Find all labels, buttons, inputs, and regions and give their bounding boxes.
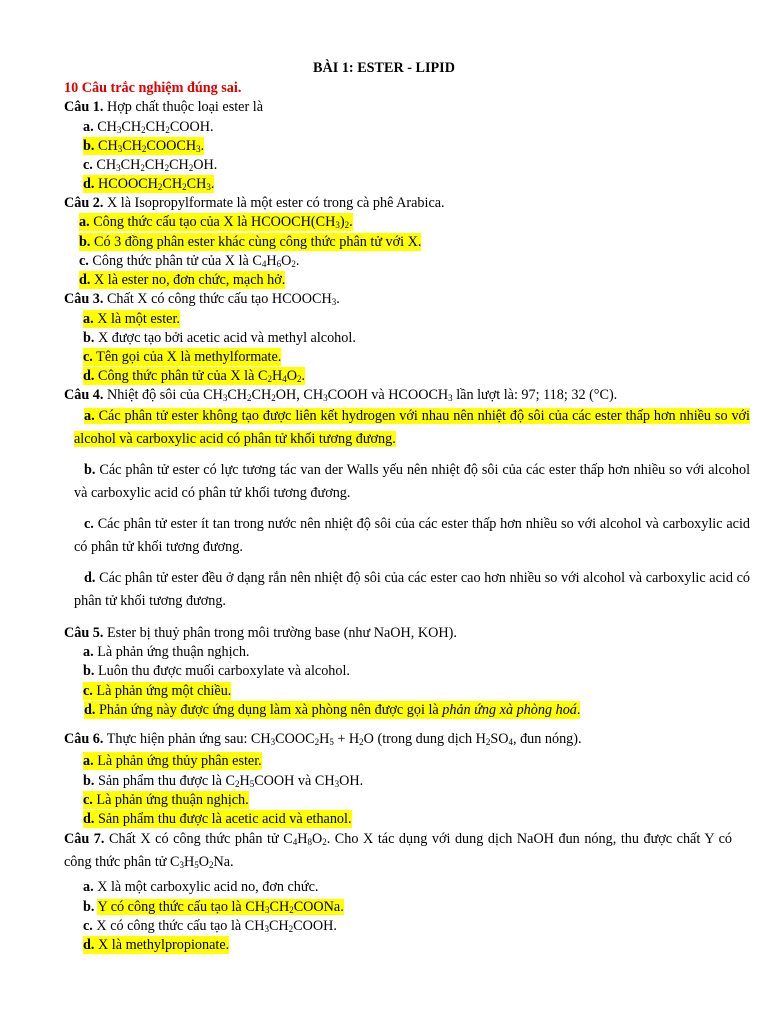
q7-option-d: d. X là methylpropionate.	[83, 937, 230, 953]
q3-option-d: d. Công thức phân tử của X là $C_2H_4O_2$.	[83, 368, 305, 384]
q3-option-a: a. X là một ester.	[83, 311, 180, 327]
question-7-stem: Chất X có công thức phân tử $C_4H_8O_2$. Cho X tác dụng với dung dịch NaOH đun nóng, thu được chất Y có công thức phân tử $C_3H_5O_2Na$.	[64, 831, 733, 870]
question-7	[64, 828, 732, 874]
q1-option-d: d. $HCOOCH_2CH_2CH_3$.	[83, 176, 215, 192]
question-1	[64, 98, 263, 116]
q1-option-c: c. $CH_3CH_2CH_2CH_2OH$.	[83, 157, 218, 173]
q4-option-b: b. Các phân tử ester có lực tương tác van der Walls yếu nên nhiệt độ sôi của các ester thấp hơn nhiều so với alcohol và carboxylic acid có phân tử khối tương đương.	[74, 462, 751, 501]
question-5-stem: Ester bị thuỷ phân trong môi trường base (như NaOH, KOH).	[106, 625, 457, 641]
question-6	[64, 730, 582, 748]
question-2-label: Câu 2.	[64, 195, 104, 211]
question-7-label: Câu 7.	[64, 831, 105, 847]
q2-option-d: d. X là ester no, đơn chức, mạch hở.	[79, 272, 286, 288]
q5-option-d: d. Phản ứng này được ứng dụng làm xà phòng nên được gọi là phản ứng xà phòng hoá.	[84, 702, 581, 718]
q6-option-c: c. Là phản ứng thuận nghịch.	[83, 792, 249, 808]
q4-option-a: a. Các phân tử ester không tạo được liên kết hydrogen với nhau nên nhiệt độ sôi của các ester thấp hơn nhiều so với alcohol và carboxylic acid có phân tử khối tương đương.	[74, 408, 750, 447]
q6-option-d: d. Sản phẩm thu được là acetic acid và ethanol.	[83, 811, 352, 827]
question-5-label: Câu 5.	[64, 625, 104, 641]
q7-option-a: a. X là một carboxylic acid no, đơn chức.	[83, 879, 319, 895]
question-4	[64, 386, 617, 404]
question-2-stem: X là Isopropylformate là một ester có trong cà phê Arabica.	[106, 195, 445, 211]
q3-option-c: c. Tên gọi của X là methylformate.	[83, 349, 282, 365]
q2-option-c: c. Công thức phân tử của X là $C_4H_6O_2$.	[79, 253, 300, 269]
q1-option-a: a. $CH_3CH_2CH_2COOH$.	[83, 119, 214, 135]
question-5	[64, 624, 457, 642]
page-title: BÀI 1: ESTER - LIPID	[313, 60, 455, 76]
q5-option-b: b. Luôn thu được muối carboxylate và alcohol.	[83, 663, 350, 679]
question-4-label: Câu 4.	[64, 387, 104, 403]
question-6-label: Câu 6.	[64, 731, 104, 747]
q2-option-b: b. Có 3 đồng phân ester khác cùng công thức phân tử với X.	[79, 234, 422, 250]
q6-option-a: a. Là phản ứng thủy phân ester.	[83, 753, 262, 769]
q1-option-b: b. $CH_3CH_2COOCH_3$.	[83, 138, 205, 154]
q2-option-a: a. Công thức cấu tạo của X là $HCOOCH(CH_3)_2$.	[79, 214, 353, 230]
q4-option-d: d. Các phân tử ester đều ở dạng rắn nên nhiệt độ sôi của các ester cao hơn nhiều so với alcohol và carboxylic acid có phân tử khối tương đương.	[74, 570, 750, 609]
q4-option-c: c. Các phân tử ester ít tan trong nước nên nhiệt độ sôi của các ester thấp hơn nhiều so với alcohol và carboxylic acid có phân tử khối tương đương.	[74, 516, 751, 555]
question-1-label: Câu 1.	[64, 99, 104, 115]
question-6-stem: Thực hiện phản ứng sau: $CH_3COOC_2H_5 + H_2O$ (trong dung dịch $H_2SO_4$, đun nóng).	[106, 731, 582, 747]
question-1-stem: Hợp chất thuộc loại ester là	[106, 99, 263, 115]
question-4-stem: Nhiệt độ sôi của $CH_3CH_2CH_2OH$, $CH_3COOH$ và $HCOOCH_3$ lần lượt là: 97; 118; 32 (°C).	[106, 387, 618, 403]
question-2	[64, 194, 445, 212]
q3-option-b: b. X được tạo bởi acetic acid và methyl alcohol.	[83, 330, 356, 346]
question-3-label: Câu 3.	[64, 291, 104, 307]
q7-option-b: b. Y có công thức cấu tạo là $CH_3CH_2COONa$.	[83, 899, 344, 915]
q5-option-c: c. Là phản ứng một chiều.	[83, 683, 232, 699]
q6-option-b: b. Sản phẩm thu được là $C_2H_5COOH$ và $CH_3OH$.	[83, 773, 364, 789]
q7-option-c: c. X có công thức cấu tạo là $CH_3CH_2COOH$.	[83, 918, 337, 934]
question-3-stem: Chất X có công thức cấu tạo $HCOOCH_3$.	[106, 291, 340, 307]
question-3	[64, 290, 340, 308]
q5-option-a: a. Là phản ứng thuận nghịch.	[83, 644, 250, 660]
section-heading: 10 Câu trắc nghiệm đúng sai.	[64, 80, 242, 96]
